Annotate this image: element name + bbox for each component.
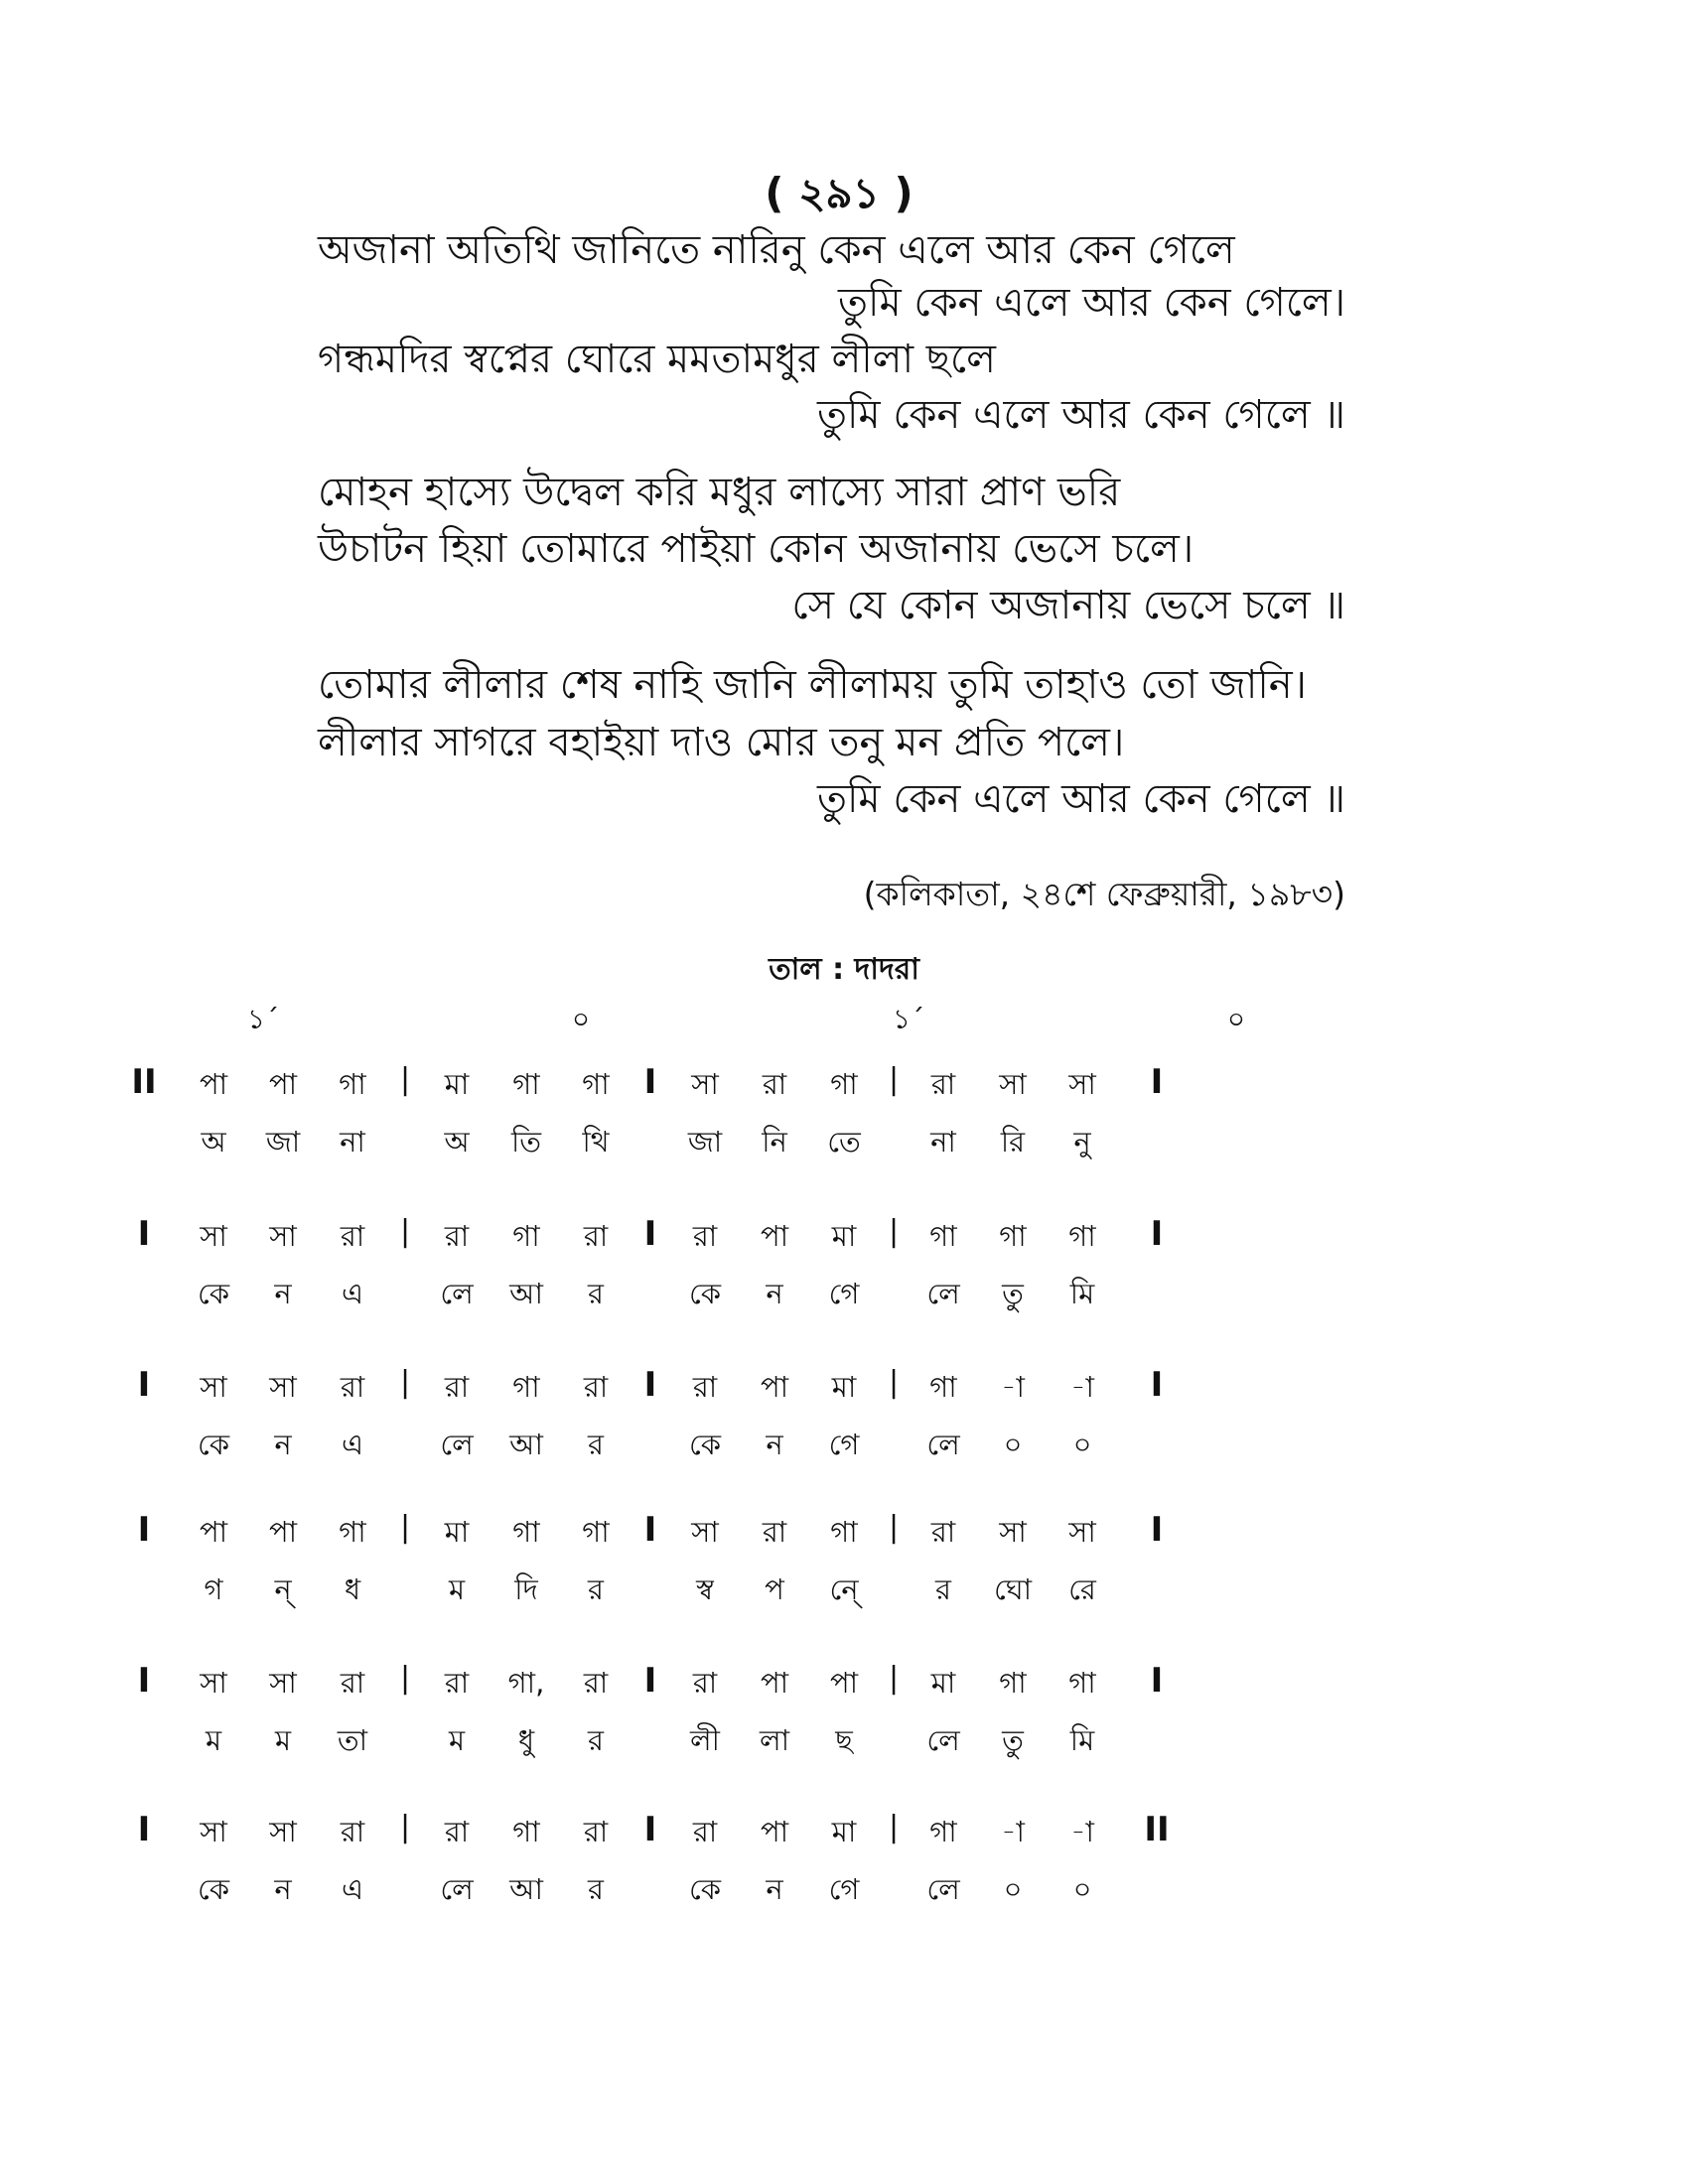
lyric-syllable: ০	[1072, 1872, 1092, 1906]
swara-note: রা	[444, 1815, 470, 1848]
lyric-syllable: র	[588, 1572, 604, 1606]
swara-note: রা	[930, 1515, 956, 1549]
swara-note: সা	[999, 1067, 1027, 1101]
swara-note: সা	[691, 1067, 719, 1101]
lyric-syllable: ন	[274, 1872, 292, 1906]
notation-row	[137, 1802, 1539, 1921]
tala-mark: ১´	[892, 1003, 925, 1035]
swara-note: গা	[512, 1219, 540, 1253]
swara-note: সা	[200, 1370, 227, 1404]
lyric-syllable: ছ	[835, 1723, 853, 1757]
swara-note: গা	[512, 1515, 540, 1549]
swara-note: পা	[760, 1219, 789, 1253]
swara-note: -া	[1070, 1815, 1094, 1848]
lyric-syllable: কে	[688, 1872, 722, 1906]
swara-note: -া	[1001, 1370, 1025, 1404]
lyric-syllable: ধু	[517, 1723, 535, 1757]
row-start-bar: I	[137, 1365, 151, 1405]
measure-separator: |	[399, 1510, 411, 1545]
tala-mark: ১´	[246, 1003, 280, 1035]
lyric-syllable: কে	[688, 1277, 722, 1310]
measure-separator: |	[888, 1365, 900, 1400]
swara-note: সা	[1068, 1067, 1096, 1101]
lyric-syllable: গে	[828, 1277, 860, 1310]
measure-separator: |	[888, 1062, 900, 1097]
swara-note: রা	[930, 1067, 956, 1101]
row-start-bar: I	[137, 1810, 151, 1849]
measure-separator: |	[399, 1810, 411, 1844]
measure-separator: I	[643, 1510, 657, 1550]
lyric-syllable: র	[588, 1277, 604, 1310]
lyric-syllable: অ	[444, 1125, 470, 1159]
row-start-bar: I	[137, 1661, 151, 1701]
lyric-syllable: কে	[197, 1428, 230, 1461]
measure-separator: |	[399, 1365, 411, 1400]
lyric-syllable: ০	[1003, 1872, 1023, 1906]
lyric-syllable: ম	[448, 1723, 466, 1757]
lyric-line: উচাটন হিয়া তোমারে পাইয়া কোন অজানায় ভেসে চলে।	[318, 526, 1195, 572]
swara-note: রা	[762, 1067, 787, 1101]
swara-note: -া	[1001, 1815, 1025, 1848]
measure-separator: I	[643, 1661, 657, 1701]
lyric-syllable: কে	[688, 1428, 722, 1461]
lyric-syllable: র	[588, 1872, 604, 1906]
lyric-refrain-line: তুমি কেন এলে আর কেন গেলে।	[837, 280, 1345, 326]
swara-note: গা	[1068, 1666, 1096, 1700]
lyric-syllable: তে	[827, 1125, 861, 1159]
swara-note: গা	[929, 1370, 957, 1404]
swara-note: পা	[199, 1515, 228, 1549]
swara-note: রা	[340, 1219, 365, 1253]
swara-note: গা	[1068, 1219, 1096, 1253]
lyric-syllable: কে	[197, 1872, 230, 1906]
swara-note: পা	[760, 1815, 789, 1848]
swara-note: পা	[199, 1067, 228, 1101]
swara-note: রা	[444, 1219, 470, 1253]
lyric-syllable: ধ	[344, 1572, 361, 1606]
swara-note: সা	[269, 1370, 297, 1404]
swara-note: গা	[999, 1666, 1027, 1700]
row-end-bar: II	[1144, 1810, 1170, 1849]
swara-note: মা	[444, 1067, 470, 1101]
lyric-syllable: তি	[510, 1125, 542, 1159]
swara-note: রা	[692, 1219, 718, 1253]
lyric-syllable: আ	[509, 1428, 543, 1461]
notation-grid	[131, 993, 1539, 1926]
tala-label: তাল : দাদরা	[769, 952, 919, 987]
lyric-syllable: এ	[341, 1277, 364, 1310]
notation-row	[137, 1206, 1539, 1325]
row-end-bar: I	[1150, 1365, 1164, 1405]
swara-note: মা	[444, 1515, 470, 1549]
lyric-syllable: দি	[514, 1572, 538, 1606]
swara-note: গা	[339, 1067, 366, 1101]
lyric-syllable: ন	[766, 1428, 783, 1461]
lyric-syllable: মি	[1069, 1277, 1095, 1310]
swara-note: গা,	[507, 1666, 545, 1700]
measure-separator: I	[643, 1365, 657, 1405]
lyric-syllable: গে	[828, 1872, 860, 1906]
tala-mark: ০	[1226, 1003, 1246, 1035]
lyric-syllable: আ	[509, 1872, 543, 1906]
lyric-syllable: ন	[766, 1872, 783, 1906]
lyric-syllable: অ	[201, 1125, 226, 1159]
swara-note: রা	[692, 1666, 718, 1700]
lyric-syllable: নে্	[829, 1572, 859, 1606]
lyric-syllable: লে	[440, 1277, 474, 1310]
lyric-syllable: তা	[337, 1723, 368, 1757]
lyric-syllable: ম	[274, 1723, 292, 1757]
lyric-syllable: রে	[1068, 1572, 1096, 1606]
swara-note: সা	[269, 1666, 297, 1700]
swara-note: গা	[830, 1067, 858, 1101]
swara-note: পা	[829, 1666, 859, 1700]
swara-note: মা	[831, 1815, 857, 1848]
swara-note: রা	[583, 1370, 609, 1404]
swara-note: মা	[930, 1666, 956, 1700]
swara-note: সা	[269, 1815, 297, 1848]
swara-note: সা	[200, 1219, 227, 1253]
measure-separator: |	[888, 1661, 900, 1696]
row-end-bar: I	[1150, 1062, 1164, 1102]
swara-note: পা	[268, 1515, 298, 1549]
measure-separator: I	[643, 1214, 657, 1254]
lyric-syllable: জা	[265, 1125, 301, 1159]
lyric-syllable: মি	[1069, 1723, 1095, 1757]
swara-note: সা	[1068, 1515, 1096, 1549]
lyric-line: অজানা অতিথি জানিতে নারিনু কেন এলে আর কেন গেলে	[318, 227, 1235, 273]
lyric-syllable: না	[340, 1125, 365, 1159]
lyric-syllable: লে	[926, 1723, 960, 1757]
lyric-syllable: নি	[762, 1125, 787, 1159]
swara-note: পা	[268, 1067, 298, 1101]
swara-note: রা	[444, 1370, 470, 1404]
swara-note: রা	[583, 1815, 609, 1848]
lyric-syllable: লে	[926, 1428, 960, 1461]
swara-note: গা	[512, 1370, 540, 1404]
lyric-syllable: ন	[766, 1277, 783, 1310]
lyric-syllable: র	[588, 1723, 604, 1757]
lyric-syllable: এ	[341, 1428, 364, 1461]
swara-note: রা	[692, 1815, 718, 1848]
lyric-syllable: এ	[341, 1872, 364, 1906]
lyric-syllable: ম	[448, 1572, 466, 1606]
lyric-syllable: ম	[205, 1723, 222, 1757]
lyric-refrain-line: সে যে কোন অজানায় ভেসে চলে ॥	[791, 583, 1345, 628]
measure-separator: |	[399, 1214, 411, 1249]
lyric-syllable: লে	[926, 1872, 960, 1906]
lyric-syllable: র	[935, 1572, 951, 1606]
measure-separator: |	[888, 1214, 900, 1249]
lyric-syllable: গে	[828, 1428, 860, 1461]
swara-note: গা	[929, 1815, 957, 1848]
lyric-syllable: লী	[690, 1723, 720, 1757]
row-end-bar: I	[1150, 1214, 1164, 1254]
row-start-bar: I	[137, 1510, 151, 1550]
notation-row	[137, 1502, 1539, 1621]
lyric-syllable: গ	[204, 1572, 223, 1606]
swara-note: গা	[582, 1515, 610, 1549]
swara-note: রা	[692, 1370, 718, 1404]
lyric-syllable: স্ব	[696, 1572, 714, 1606]
lyric-syllable: ন	[274, 1428, 292, 1461]
swara-note: সা	[999, 1515, 1027, 1549]
row-end-bar: I	[1150, 1510, 1164, 1550]
lyric-syllable: লে	[440, 1428, 474, 1461]
lyric-syllable: লা	[759, 1723, 790, 1757]
lyric-syllable: তু	[1002, 1277, 1024, 1310]
notation-row	[137, 1653, 1539, 1772]
swara-note: পা	[760, 1666, 789, 1700]
tala-mark: ০	[571, 1003, 591, 1035]
notation-row	[137, 1357, 1539, 1476]
date-place-note: (কলিকাতা, ২৪শে ফেব্রুয়ারী, ১৯৮৩)	[863, 875, 1345, 913]
swara-note: রা	[583, 1666, 609, 1700]
measure-separator: |	[888, 1510, 900, 1545]
swara-note: রা	[340, 1815, 365, 1848]
swara-note: গা	[830, 1515, 858, 1549]
lyric-syllable: র	[588, 1428, 604, 1461]
row-end-bar: I	[1150, 1661, 1164, 1701]
lyric-line: গন্ধমদির স্বপ্নের ঘোরে মমতামধুর লীলা ছলে	[318, 337, 996, 382]
swara-note: রা	[762, 1515, 787, 1549]
lyric-syllable: লে	[926, 1277, 960, 1310]
lyric-syllable: ০	[1072, 1428, 1092, 1461]
row-start-bar: II	[131, 1062, 157, 1102]
measure-separator: I	[643, 1062, 657, 1102]
lyric-line: মোহন হাস্যে উদ্বেল করি মধুর লাস্যে সারা প্রাণ ভরি	[318, 470, 1121, 515]
page-number: ( ২৯১ )	[765, 169, 914, 217]
swara-note: গা	[999, 1219, 1027, 1253]
swara-note: মা	[831, 1370, 857, 1404]
lyric-syllable: কে	[197, 1277, 230, 1310]
swara-note: রা	[340, 1370, 365, 1404]
swara-note: পা	[760, 1370, 789, 1404]
swara-note: গা	[339, 1515, 366, 1549]
lyric-syllable: ন	[274, 1277, 292, 1310]
lyric-syllable: ঘো	[993, 1572, 1033, 1606]
lyric-syllable: লে	[440, 1872, 474, 1906]
measure-separator: I	[643, 1810, 657, 1849]
lyric-syllable: তু	[1002, 1723, 1024, 1757]
lyric-line: তোমার লীলার শেষ নাহি জানি লীলাময় তুমি তাহাও তো জানি।	[318, 662, 1307, 708]
lyric-syllable: ০	[1003, 1428, 1023, 1461]
swara-note: গা	[582, 1067, 610, 1101]
measure-separator: |	[888, 1810, 900, 1844]
lyric-syllable: রি	[1000, 1125, 1026, 1159]
lyric-syllable: নু	[1073, 1125, 1091, 1159]
swara-note: রা	[444, 1666, 470, 1700]
lyric-syllable: প	[765, 1572, 784, 1606]
swara-note: -া	[1070, 1370, 1094, 1404]
notation-row	[131, 1054, 1539, 1173]
swara-note: রা	[583, 1219, 609, 1253]
swara-note: গা	[512, 1067, 540, 1101]
lyric-syllable: আ	[509, 1277, 543, 1310]
swara-note: সা	[691, 1515, 719, 1549]
swara-note: সা	[200, 1815, 227, 1848]
lyric-syllable: থি	[582, 1125, 610, 1159]
swara-note: সা	[269, 1219, 297, 1253]
measure-separator: |	[399, 1062, 411, 1097]
measure-separator: |	[399, 1661, 411, 1696]
row-start-bar: I	[137, 1214, 151, 1254]
lyric-refrain-line: তুমি কেন এলে আর কেন গেলে ॥	[816, 392, 1345, 438]
lyric-syllable: ন্	[274, 1572, 292, 1606]
lyric-refrain-line: তুমি কেন এলে আর কেন গেলে ॥	[816, 776, 1345, 822]
swara-note: গা	[929, 1219, 957, 1253]
swara-note: রা	[340, 1666, 365, 1700]
swara-note: মা	[831, 1219, 857, 1253]
lyric-syllable: জা	[687, 1125, 723, 1159]
swara-note: সা	[200, 1666, 227, 1700]
swara-note: গা	[512, 1815, 540, 1848]
lyric-line: লীলার সাগরে বহাইয়া দাও মোর তনু মন প্রতি পলে।	[318, 720, 1125, 765]
lyric-syllable: না	[930, 1125, 956, 1159]
